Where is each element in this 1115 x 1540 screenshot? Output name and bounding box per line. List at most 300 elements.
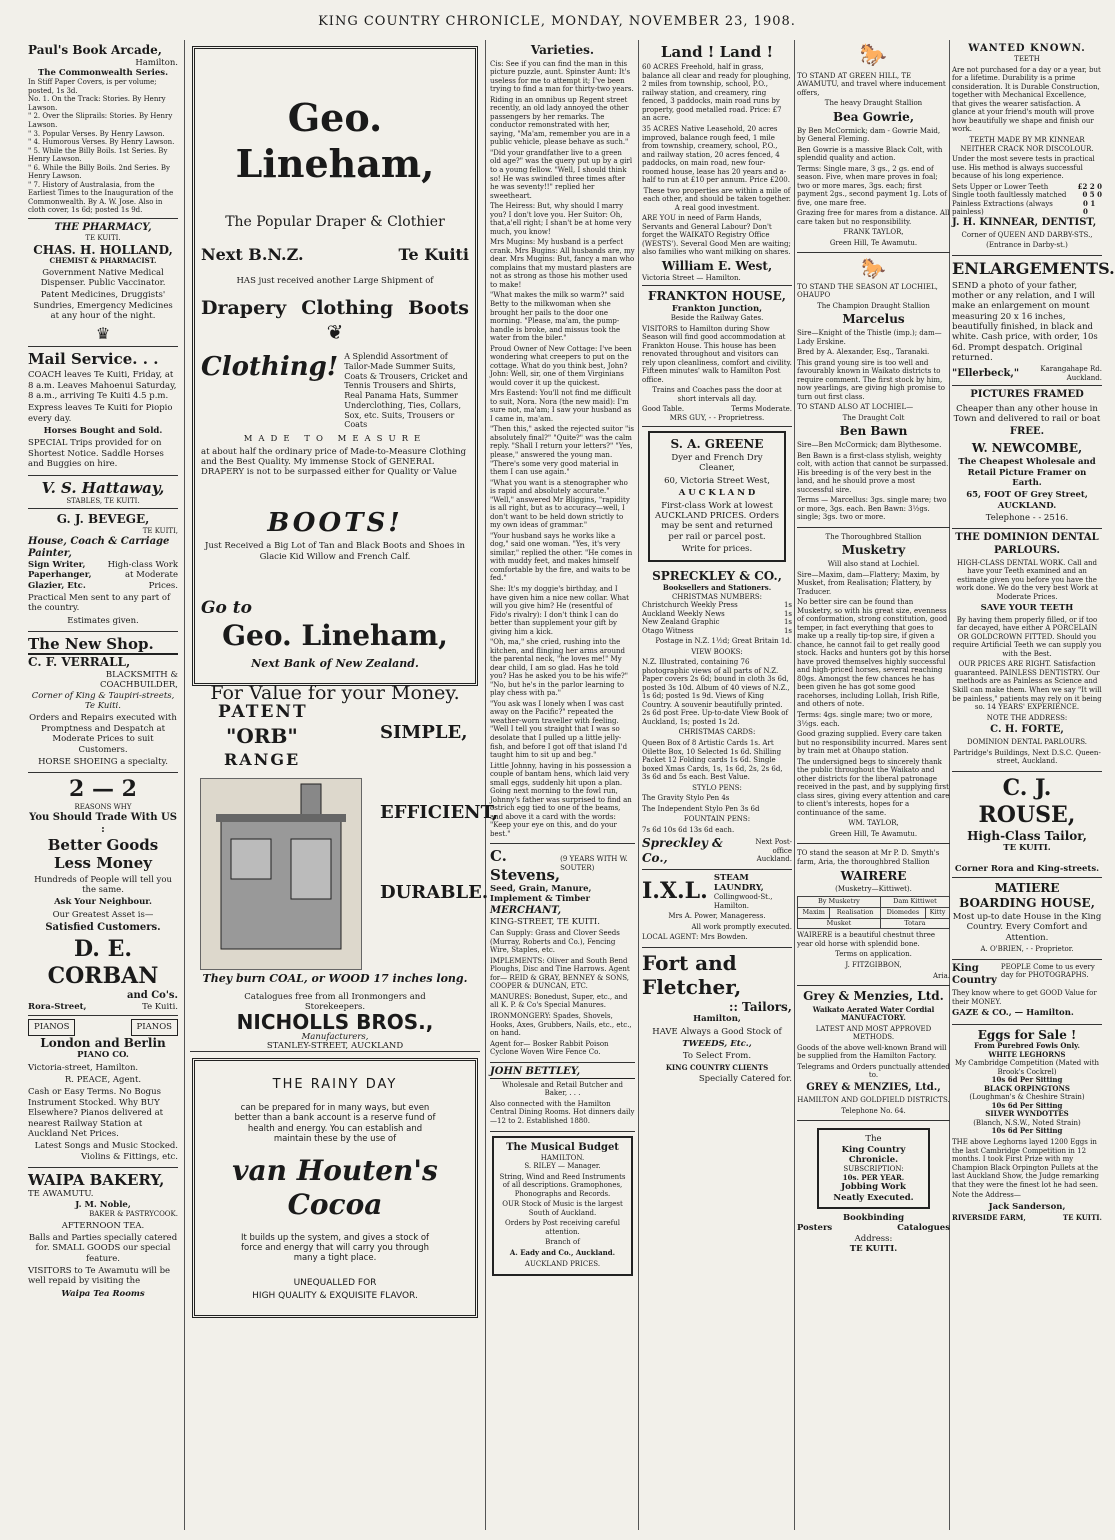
ad-text: Postage in N.Z. 1½d; Great Britain 1d.	[655, 637, 792, 646]
ad-text: Practical Men sent to any part of the country.	[28, 593, 171, 614]
ad-role: Seed, Grain, Manure, Implement & Timber	[490, 883, 592, 905]
ad-title: MATIERE	[994, 880, 1060, 895]
ad-text: HAMILTON AND GOLDFIELD DISTRICTS.	[797, 1096, 950, 1105]
item-label: New Zealand Graphic	[642, 618, 720, 627]
ad-text: Address:	[854, 1233, 893, 1244]
paragraph: Riding in an omnibus up Regent street recently, an old lady annoyed the other passengers by her remarks. The conductor remonstrated with her, saying, "Ma'am, remember you are in a public vehicle, please behave as such."	[490, 95, 631, 147]
ad-eggs	[952, 1025, 1102, 1226]
ad-name: D. E. CORBAN	[47, 936, 159, 990]
ad-text: Agent for— Bosker Rabbit Poison Cyclone Woven Wire Fence Co.	[490, 1039, 609, 1057]
table-cell: Maxim	[798, 907, 830, 918]
ad-name: PIANO CO.	[77, 1050, 129, 1061]
item-price: 1s	[783, 601, 792, 610]
ad-text: Posters	[797, 1223, 833, 1234]
ad-address: Corner of King & Taupiri-streets, Te Kuiti.	[31, 690, 175, 712]
ad-text: Beside the Railway Gates.	[670, 314, 764, 323]
ad-headline: SIMPLE,	[380, 722, 468, 743]
ad-name: King Country Chronicle.	[841, 1144, 906, 1165]
ad-text: WM. TAYLOR,	[848, 819, 899, 828]
item-price: 1s	[783, 618, 792, 627]
table-cell: Kitty	[926, 907, 950, 918]
ad-text: IRONMONGERY: Spades, Shovels, Hooks, Axes, Grubbers, Nails, etc., etc., on hand.	[490, 1012, 632, 1038]
paragraph: "Did your grandfather live to a green old age?" was the query put up by a girl to a young fellow. "Well, I should think so! He was swindled three times after he was seventy!!" replied her sweetheart.	[490, 148, 633, 200]
ad-text: Terms Moderate.	[731, 405, 792, 414]
ad-text: SEND a photo of your father, mother or any relation, and I will make an enlargement on mount measuring 20 x 16 inches, beautifully finished, in black and white. Cash price, with order, 10s 6d. Prompt despatch. Original returned.	[952, 280, 1098, 364]
list-item	[642, 610, 792, 619]
ad-text: Next Post-office Auckland.	[755, 838, 792, 864]
ad-address: Victoria Street — Hamilton.	[642, 273, 741, 282]
breed-name: BLACK ORPINGTONS	[984, 1083, 1070, 1093]
item-price: 0 5 0	[1082, 190, 1102, 200]
ad-two-col	[28, 560, 178, 591]
list-item	[952, 183, 1102, 192]
ad-heading: VIEW BOOKS:	[691, 647, 743, 656]
piano-tags	[28, 1019, 178, 1035]
ad-text: Balls and Parties specially catered for. SMALL GOODS our special feature.	[28, 1232, 178, 1264]
ad-name: SPRECKLEY & CO.,	[652, 569, 782, 584]
ad-name: G. J. BEVEGE,	[56, 512, 150, 527]
paragraph: Mrs Mugins: My husband is a perfect crank. Mrs Bugins: All husbands are, my dear. Mrs Mugins: But, fancy a man who complains that my mustard plasters are not as strong as those his mother used to make!	[490, 238, 635, 289]
masthead: KING COUNTRY CHRONICLE, MONDAY, NOVEMBER 23, 1908.	[318, 14, 796, 29]
table-cell: Musket	[798, 918, 881, 929]
ad-text: TEETH MADE BY MR KINNEAR NEITHER CRACK NOR DISCOLOUR.	[960, 135, 1094, 153]
ad-name: and Co's.	[126, 989, 178, 1001]
ad-text: PATENT	[218, 702, 308, 722]
breed-item	[952, 1051, 1102, 1085]
item-label: Painless Extractions (always painless)	[952, 199, 1053, 217]
paragraph: "What makes the milk so warm?" said Betty to the milkwoman when she brought her pails to the door one morning. "Please, ma'am, the pump-handle is broke, and missus took the water from the biler."	[490, 291, 625, 343]
ad-corban	[28, 773, 178, 1016]
ad-enlargements	[952, 256, 1115, 386]
ad-text: Waikato Aerated Water Cordial MANUFACTORY.	[812, 1004, 935, 1023]
ad-name: J. M. Noble,	[75, 1199, 131, 1210]
list-item	[642, 618, 792, 627]
ad-lineham	[192, 46, 478, 705]
ad-text: Catalogues free from all Ironmongers and Storekeepers.	[244, 992, 426, 1013]
paragraph: Little Johnny, having in his possession a couple of bantam hens, which laid very small eggs, suddenly hit upon a plan. Going next morning to the fowl run, Johnny's father was surprised to find an ostrich egg tied to one of the beams, and above it a card with the words: "Keep your eye on this, and do your best."	[490, 761, 632, 838]
ad-text: TE KUITI.	[849, 1244, 898, 1255]
ad-text: Can Supply: Grass and Clover Seeds (Murray, Roberts and Co.), Fencing Wire, Staples, etc.	[490, 929, 620, 955]
ad-text: Green Hill, Te Awamutu.	[829, 829, 918, 838]
ad-text: TWEEDS, Etc.,	[682, 1039, 752, 1050]
ad-row	[797, 1223, 950, 1233]
list-item: " 7. History of Australasia, from the Earliest Times to the Inauguration of the Commonwealth. By A. W. Jose. Also in cloth cover, 1s 6d; posted 1s 9d.	[28, 180, 174, 215]
ad-town: TE KUITI,	[142, 527, 178, 536]
ad-text: STEAM LAUNDRY,	[713, 872, 764, 893]
ad-text: The Champion Draught Stallion	[817, 301, 930, 310]
stove-icon	[201, 779, 361, 969]
ad-text: All work promptly executed.	[691, 922, 792, 931]
item-price: 0 1 0	[1083, 198, 1096, 217]
ad-title: FRANKTON HOUSE,	[648, 289, 786, 304]
ad-text: TE KUITI.	[1062, 1213, 1102, 1223]
ad-text: OUR Stock of Music is the largest South of Auckland.	[502, 1200, 623, 1217]
ad-ixl-laundry	[642, 870, 792, 948]
ad-text: TO STAND THE SEASON AT LOCHIEL, OHAUPO	[797, 282, 938, 300]
table-cell: Realisation	[830, 907, 881, 918]
ad-text: Specially Catered for.	[698, 1074, 792, 1085]
ad-name: "Ellerbeck,"	[952, 367, 1020, 379]
ad-text: Patent Medicines, Druggists' Sundries, Emergency Medicines at any hour of the night.	[33, 290, 173, 322]
item-price: 1s	[783, 609, 792, 618]
ad-town: TE KUITI.	[1003, 843, 1051, 854]
ad-name: C. J. ROUSE,	[978, 774, 1076, 828]
ad-text: For Value for your Money.	[210, 682, 460, 705]
ad-text: Under the most severe tests in practical use. His method is always successful because of his long experience.	[952, 155, 1095, 181]
ad-title: Grey & Menzies, Ltd.	[803, 989, 944, 1004]
ad-text: Telegrams and Orders punctually attended to.	[797, 1062, 950, 1080]
ad-town: TE AWAMUTU.	[28, 1189, 94, 1200]
ad-text: The Thoroughbred Stallion	[825, 532, 922, 541]
ad-name: C. Stevens,	[490, 847, 561, 884]
list-item: " 4. Humorous Verses. By Henry Lawson.	[28, 138, 175, 147]
ad-marcelus	[797, 253, 950, 527]
ad-name: London and Berlin	[40, 1035, 166, 1050]
breed-price: 10s 6d Per Sitting	[991, 1126, 1063, 1136]
ad-text: MADE TO MEASURE	[243, 434, 427, 445]
paragraph: "Your husband says he works like a dog," said one woman. "Yes, it's very similar," replied the other. "He comes in with muddy feet, and makes himself comfortable by the fire, and waits to be fed."	[490, 531, 633, 583]
ad-text: FRANK TAYLOR,	[843, 228, 904, 237]
ad-text: The undersigned begs to sincerely thank the public throughout the Waikato and other districts for the liberal patronage received in the past, and by supplying first class sires, giving every attention and care to client's interests, hopes for a continuance of the same.	[797, 757, 950, 817]
ad-name: King Country	[952, 962, 997, 986]
column-4	[642, 40, 792, 1530]
ad-text: Jobbing Work	[841, 1182, 906, 1193]
ad-text: Queen Box of 8 Artistic Cards 1s. Art Oilette Box, 10 Selected 1s 6d. Shilling Packet 12 Folding cards 1s 6d. Single boxed Xmas Cards, 1s, 1s 6d, 2s, 2s 6d, 3s 6d and 5s each. Best Value.	[642, 739, 783, 782]
ad-text: The Cheapest Wholesale and Retail Picture Framer on Earth.	[958, 457, 1096, 488]
ad-address: Collingwood-St., Hamilton.	[713, 893, 773, 910]
series-note: In Stiff Paper Covers, is per volume; posted, 1s 3d.	[28, 78, 157, 95]
ad-text: Just Received a Big Lot of Tan and Black Boots and Shoes in Glacie Kid Willow and French Calf.	[205, 541, 465, 562]
ad-orb-range	[190, 692, 499, 1052]
ad-text: Good Table.	[642, 405, 685, 414]
ad-text: LOCAL AGENT: Mrs Bowden.	[642, 933, 748, 942]
column-3	[490, 40, 635, 1530]
list-item	[952, 200, 1102, 217]
paragraph: "You ask was I lonely when I was cast away on the Pacific?" repeated the weather-worn traveller with feeling. "Well I tell you straight that I was so desolate that I pulled up a little jelly-fish, and before I got off that island I'd taught him to sit up and beg."	[490, 699, 628, 760]
paragraph: Cis: See if you can find the man in this picture puzzle, aunt. Spinster Aunt: It's useless for me to attempt it; I've been trying to find a man for thirty-two years.	[490, 59, 634, 94]
ad-text: Waipa Tea Rooms	[61, 1288, 145, 1299]
breed-note: (Blanch, N.S.W., Noted Strain)	[973, 1118, 1081, 1127]
ad-text: Hundreds of People will tell you the same.	[34, 874, 172, 895]
ad-text: Frankton Junction,	[671, 303, 763, 314]
column-5	[797, 40, 950, 1530]
ad-text: Our Greatest Asset is—	[52, 909, 154, 920]
ad-name: Spreckley & Co.,	[642, 836, 723, 865]
ad-name: JOHN BETTLEY,	[490, 1066, 635, 1079]
ad-text: Also connected with the Hamilton Central Dining Rooms. Hot dinners daily—12 to 2. Established 1880.	[490, 1099, 635, 1125]
ad-text: MANURES: Bonedust, Super, etc., and all K. P. & Co's Special Manures.	[490, 992, 628, 1010]
ad-text: Write for prices.	[681, 544, 753, 554]
ad-text: "ORB"	[226, 724, 298, 748]
list-item: " 3. Popular Verses. By Henry Lawson.	[28, 129, 165, 138]
item-price: £2 2 0	[1077, 181, 1102, 191]
ad-text: WAIRERE is a beautiful chestnut three year old horse with splendid bone.	[797, 931, 936, 948]
ad-city: Hamilton,	[693, 1014, 741, 1025]
ad-text: Drapery	[201, 296, 287, 319]
ad-text: OUR PRICES ARE RIGHT. Satisfaction guaranteed. PAINLESS DENTISTRY. Our methods are as Painless as Science and Skill can make them. When we say "It will be painless," patients may rely on it being so. 14 YEARS' EXPERIENCE.	[952, 660, 1102, 712]
table-cell: Dam Kittiwet	[880, 896, 949, 907]
table-row	[798, 907, 950, 918]
ad-text: Will also stand at Lochiel.	[827, 559, 920, 568]
ad-headline: Less Money	[54, 854, 152, 873]
ad-name: Marcelus	[842, 312, 905, 327]
ad-name: Geo. Lineham,	[235, 95, 435, 187]
chronicle-box	[817, 1128, 930, 1209]
ad-text: Trains and Coaches pass the door at short intervals all day.	[652, 386, 782, 403]
ad-name: Jack Sanderson,	[988, 1201, 1066, 1212]
ad-row	[201, 297, 469, 320]
ad-frankton-house	[642, 286, 792, 426]
ad-headline: BOOTS!	[267, 507, 403, 538]
ad-name: GREY & MENZIES, Ltd.,	[806, 1081, 941, 1093]
ad-text: Branch of	[545, 1238, 580, 1247]
ad-text: 7s 6d 10s 6d 13s 6d each.	[642, 825, 735, 834]
ad-town: TE KUITI.	[85, 234, 121, 243]
ad-headline: Better Goods	[47, 835, 159, 854]
ad-role: :: Tailors,	[729, 999, 792, 1014]
ad-bea-gowrie	[797, 40, 950, 253]
ad-text: Cash or Easy Terms. No Bogus Instrument Stocked. Why BUY Elsewhere? Pianos delivered at nearest Railway Station at Auckland Net Prices.	[28, 1087, 164, 1139]
paragraph: "Then this," asked the rejected suitor "is absolutely final?" "Quite?" was the calm reply. "Shall I return your letters?" "Yes, please," answered the young man. "There's some very good material in them I can use again."	[490, 425, 635, 477]
ad-grey-menzies	[797, 986, 950, 1121]
ad-text: SAVE YOUR TEETH	[980, 603, 1074, 614]
ad-greene	[648, 431, 786, 563]
ad-newcombe	[952, 386, 1102, 529]
breed-note: My Cambridge Competition (Mated with Brook's Cockrel)	[954, 1059, 1100, 1076]
ad-name: Geo. Lineham,	[222, 618, 448, 652]
ad-name: Fletcher,	[642, 975, 742, 1000]
ad-address: 60, Victoria Street West,	[664, 475, 770, 486]
breed-name: SILVER WYNDOTTES	[985, 1109, 1069, 1119]
ad-title: The New Shop.	[28, 635, 178, 655]
ad-role: Booksellers and Stationers.	[662, 582, 772, 592]
ad-text: They burn COAL, or WOOD 17 inches long.	[202, 972, 468, 985]
ad-wairere	[797, 844, 950, 986]
ad-text: N.Z. Illustrated, containing 76 photographic views of all parts of N.Z. Paper covers 2s 6d; bound in cloth 3s 6d, posted 3s 10d. Album of 40 views of N.Z., 1s 6d; posted 1s 9d. Views of King Country. A souvenir beautifully printed. 2s 6d post Free. Up-to-date View Book of Auckland, 1s; posted 1s 2d.	[642, 658, 790, 726]
ad-text: Go to	[201, 598, 252, 619]
ad-text: Terms — Marcellus: 3gs. single mare; two or more, 3gs. each. Ben Bawn: 3½gs. single; 3gs. two or more.	[797, 496, 947, 522]
table-cell: Totara	[880, 918, 949, 929]
ad-name: WAIRERE	[840, 868, 907, 883]
pedigree-table	[797, 896, 950, 930]
ad-title: THE PHARMACY,	[54, 221, 152, 233]
ad-headline: EFFICIENT,	[380, 802, 499, 823]
ad-text: HAS just received another Large Shipment of	[236, 276, 434, 287]
series-title: The Commonwealth Series.	[37, 67, 169, 78]
ad-address: 65, FOOT OF Grey Street, AUCKLAND.	[966, 490, 1088, 511]
ad-text: Bookbinding	[842, 1213, 905, 1224]
ad-headline: van Houten's Cocoa	[232, 1154, 438, 1222]
ad-name: GAZE & CO., — Hamilton.	[952, 1008, 1074, 1019]
ad-text: No better sire can be found than Musketry, so with his great size, evenness of conformation, strong constitution, good temper, in fact everything that goes to make up a really tip-top sire, if given a chance, he cannot fail to get really good stock. Hacks and hunters got by this horse have proved themselves highly successful and high-priced horses, several reaching 80gs. Amongst the few chances he has been given he has got some good racehorses, including Lollah, Irish Rifle, and others of note.	[797, 598, 950, 709]
ad-text: Government Native Medical Dispenser. Public Vaccinator.	[40, 267, 166, 289]
ad-text: The Independent Stylo Pen 3s 6d	[642, 804, 760, 813]
paragraph: Proud Owner of New Cottage: I've been wondering what creepers to put on the cottage. What do you think best, John? John: Well, sir, one of them Virginians would cover it up the quickest.	[490, 344, 632, 387]
table-row	[798, 918, 950, 929]
horse-icon: 🐎	[861, 256, 886, 281]
ad-text: Orders by Post receiving careful attention.	[505, 1219, 620, 1236]
item-price: 1s	[783, 626, 792, 635]
list-item: " 2. Over the Sliprails: Stories. By Henry Lawson.	[28, 112, 173, 129]
ad-text: HIGH-CLASS DENTAL WORK. Call and have your Teeth examined and an estimate given you before you have the work done. We do the very best Work at Moderate Prices.	[955, 558, 1099, 601]
ad-text: First-class Work at lowest AUCKLAND PRICES. Orders may be sent and returned per rail or parcel post.	[655, 500, 779, 542]
ad-stevens	[490, 844, 635, 1062]
ad-text: (9 YEARS WITH W. SOUTER)	[560, 855, 628, 872]
ad-text: The	[865, 1134, 882, 1145]
ad-text: String, Wind and Reed Instruments of all descriptions. Gramophones, Phonographs and Records.	[499, 1172, 626, 1198]
ad-row	[952, 963, 1102, 987]
ad-kinnear-dentist	[952, 40, 1102, 256]
ad-text: High-class Work at Moderate Prices.	[107, 559, 178, 591]
table-cell: Diomedes	[880, 907, 925, 918]
ad-role: CHEMIST & PHARMACIST.	[49, 256, 157, 266]
ad-row	[952, 365, 1102, 382]
ad-text: Telephone No. 64.	[841, 1106, 906, 1115]
ad-text: UNEQUALLED FOR	[293, 1277, 377, 1288]
ad-text: SPECIAL Trips provided for on Shortest Notice. Saddle Horses and Buggies on hire.	[28, 438, 164, 470]
ad-text: Cheaper than any other house in Town and delivered to rail or boat	[953, 403, 1101, 424]
ad-text: VISITORS to Hamilton during Show Season will find good accommodation at Frankton House. This house has been renovated throughout and visitors can rely upon cleanliness, comfort and civility. Fifteen minutes' walk to Hamilton Post office.	[642, 324, 792, 384]
ad-text: Estimates given.	[67, 615, 139, 626]
ad-mail-service	[28, 347, 178, 476]
ad-name: Bea Gowrie,	[832, 109, 914, 124]
column-rule	[638, 40, 639, 1530]
ad-text: 35 ACRES Native Leasehold, 20 acres improved, balance rough feed, 1 mile from township, creamery, school, P.O., and railway station, 20 acres fenced, 4 paddocks, on main road, new four-roomed house, lease has 20 years and a-half to run at £10 per annum. Price £200.	[642, 125, 790, 185]
breed-item	[952, 1110, 1102, 1136]
ad-row	[201, 352, 469, 430]
column-rule	[485, 40, 486, 1530]
ad-row	[642, 873, 792, 911]
ad-text: FREE.	[1009, 426, 1045, 438]
ad-text: REASONS WHY	[74, 803, 132, 812]
ad-fort-fletcher	[642, 948, 792, 1090]
ad-heading: FOUNTAIN PENS:	[683, 815, 751, 824]
breed-name: WHITE LEGHORNS	[988, 1049, 1066, 1059]
ad-address: KING-STREET, TE KUITI.	[490, 916, 600, 927]
ad-text: Neatly Executed.	[833, 1192, 914, 1203]
ad-text: Latest Songs and Music Stocked. Violins & Fittings, etc.	[34, 1141, 178, 1162]
breed-price: 10s 6d Per Sitting	[991, 1075, 1063, 1085]
ad-text: Green Hill, Te Awamutu.	[829, 238, 918, 247]
ad-heading: CHRISTMAS CARDS:	[678, 728, 756, 737]
crest-icon: ♛	[95, 323, 111, 343]
ad-text: TEETH	[1014, 55, 1040, 64]
ad-address: Karangahape Rd. Auckland.	[1040, 365, 1102, 382]
ad-text: (Musketry—Kittiwet).	[835, 885, 912, 894]
ad-text: By having them properly filled, or if too far decayed, have either A PORCELAIN OR GOLDCROWN FITTED. Should you require Artificial Teeth we can supply you with the Best.	[952, 615, 1102, 658]
ad-spreckley	[642, 566, 792, 869]
ad-text: Horses Bought and Sold.	[43, 426, 163, 437]
paragraph: "What you want is a stenographer who is rapid and absolutely accurate." "Well," answered Mr Bliggins, "rapidity is all right, but as to accuracy—well, I don't want to be held down strictly to my own ideas of grammar."	[490, 478, 630, 530]
ad-text: Sire—Maxim, dam—Flattery; Maxim, by Musket, from Realisation; Flattery, by Traducer.	[797, 570, 940, 596]
ad-text: TO STAND AT GREEN HILL, TE AWAMUTU, and travel where inducement offers,	[797, 71, 946, 97]
ad-text: The heavy Draught Stallion	[824, 99, 923, 108]
ad-name: C. F. VERRALL,	[28, 655, 131, 670]
ad-text: Note the Address—	[952, 1191, 1021, 1200]
ad-row	[490, 847, 635, 884]
ad-text: HORSE SHOEING a specialty.	[38, 756, 168, 767]
ad-text: STABLES, TE KUITI.	[66, 496, 140, 505]
item-label: Single tooth faultlessly matched	[952, 191, 1067, 200]
ad-text: The Draught Colt	[842, 413, 905, 422]
ad-text: TO stand the season at Mr P. D. Smyth's farm, Aria, the thoroughbred Stallion	[797, 849, 940, 866]
ad-van-houten	[192, 1058, 478, 1318]
ad-text: (Entrance in Darby-st.)	[986, 241, 1068, 250]
ad-headline: 2 — 2	[69, 776, 137, 803]
ad-text: A Splendid Assortment of Tailor-Made Summer Suits, Coats & Trousers, Cricket and Tennis Trousers and Shirts, Real Panama Hats, Summer Underclothing, Ties, Collars, Sox, etc. Suits, Trousers or Coats	[344, 352, 468, 430]
ad-text: Ben Bawn is a first-class stylish, weighty colt, with action that cannot be surpassed. His breeding is of the very best in the land, and he should prove a most successful sire.	[797, 451, 949, 494]
ad-text: S. RILEY — Manager.	[524, 1162, 601, 1171]
ad-text: ARE YOU in need of Farm Hands, Servants and General Labour? Don't forget the WAIKATO Registry Office (WESTS'). Several Good Men are waiting; also families who want milking on shares.	[642, 214, 791, 257]
ad-name: I.X.L.	[642, 878, 708, 905]
ad-new-shop	[28, 632, 178, 773]
list-item: " 6. While the Billy Boils. 2nd Series. By Henry Lawson.	[28, 163, 170, 181]
ad-hattaway	[28, 476, 178, 510]
breed-item	[952, 1085, 1102, 1111]
ad-text: COACH leaves Te Kuiti, Friday, at 8 a.m. Leaves Mahoenui Saturday, 8 a.m., arriving Te Kuiti 4.5 p.m.	[28, 370, 177, 402]
ad-text: Te Kuiti.	[142, 1002, 178, 1013]
ad-text: Clothing	[301, 296, 394, 319]
column-rule	[794, 40, 795, 1530]
ad-text: Orders and Repairs executed with Promptness and Despatch at Moderate Prices to suit Customers.	[29, 713, 177, 755]
list-item	[642, 627, 792, 636]
ad-text: You Should Trade With US :	[29, 811, 177, 835]
ad-text: DOMINION DENTAL PARLOURS.	[966, 738, 1088, 747]
list-item: " 5. While the Billy Boils. 1st Series. By Henry Lawson.	[28, 146, 168, 164]
ad-heading: STYLO PENS:	[692, 783, 742, 792]
varieties-column	[490, 40, 635, 844]
ad-role: House, Coach & Carriage Painter,	[28, 535, 170, 559]
column-2	[190, 40, 499, 1530]
ad-text: These two properties are within a mile of each other, and should be taken together. A real good investment.	[643, 186, 791, 212]
ad-row	[952, 1214, 1102, 1223]
ad-text: RIVERSIDE FARM,	[952, 1213, 1026, 1223]
ad-text: Bred by A. Alexander, Esq., Taranaki.	[797, 348, 930, 357]
ad-name: V. S. Hattaway,	[41, 478, 165, 497]
ad-headline: DURABLE.	[380, 882, 489, 903]
ad-gaze	[952, 960, 1102, 1025]
ad-text: Good grazing supplied. Every care taken but no responsibility incurred. Mares sent by train met at Ohaupo station.	[797, 730, 947, 756]
ad-text: LATEST AND MOST APPROVED METHODS.	[815, 1024, 932, 1042]
ad-text: can be prepared for in many ways, but even better than a bank account is a reserve fund of health and energy. You can establish and maintain these by the use of	[234, 1102, 436, 1144]
ad-text: 60 ACRES Freehold, half in grass, balance all clear and ready for ploughing, 2 miles from township, school, P.O., railway station, and creamery, ring fenced, 3 paddocks, main road runs by property, good metalled road. Price: £7 an acre.	[642, 63, 791, 123]
ad-title: The Musical Budget	[506, 1141, 619, 1153]
ad-text: HIGH QUALITY & EXQUISITE FLAVOR.	[252, 1290, 418, 1301]
ad-text: IMPLEMENTS: Oliver and South Bend Ploughs, Disc and Tine Harrows. Agent for— REID & GRAY, BENNEY & SONS, COOPER & DUNCAN, ETC.	[490, 956, 630, 991]
ad-text: HAVE Always a Good Stock of	[652, 1026, 782, 1037]
ad-chronicle	[797, 1121, 950, 1257]
ad-name: Musketry	[841, 543, 906, 558]
ad-text: Ask Your Neighbour.	[54, 897, 152, 908]
ad-text: 10s. PER YEAR.	[842, 1172, 905, 1182]
ad-text: Sire—Ben McCormick; dam Blythesome.	[797, 441, 942, 450]
ad-text: Rora-Street,	[28, 1002, 87, 1013]
column-1	[28, 40, 178, 1530]
ad-text: RANGE	[224, 750, 301, 769]
ad-address: Corner Rora and King-streets.	[954, 863, 1100, 874]
ad-pianos	[28, 1016, 178, 1168]
ad-text: Next Bank of New Zealand.	[251, 657, 419, 670]
ad-text: From Purebred Fowls Only.	[974, 1041, 1080, 1051]
item-label: Sets Upper or Lower Teeth	[952, 182, 1049, 191]
paragraph: "Oh, ma," she cried, rushing into the kitchen, and flinging her arms around the parental neck, "he loves me!" My dear child, I am so glad. Has he told you? Has he asked you to be his wife?" "No, but he's in the parlor learning to play chess with pa."	[490, 638, 628, 698]
ad-role: MERCHANT,	[490, 904, 562, 916]
list-item	[952, 191, 1102, 200]
ad-title: THE RAINY DAY	[272, 1077, 398, 1092]
ad-address: Victoria-street, Hamilton.	[28, 1062, 139, 1073]
piano-tag: PIANOS	[131, 1019, 178, 1035]
ad-title: Paul's Book Arcade,	[28, 43, 162, 57]
